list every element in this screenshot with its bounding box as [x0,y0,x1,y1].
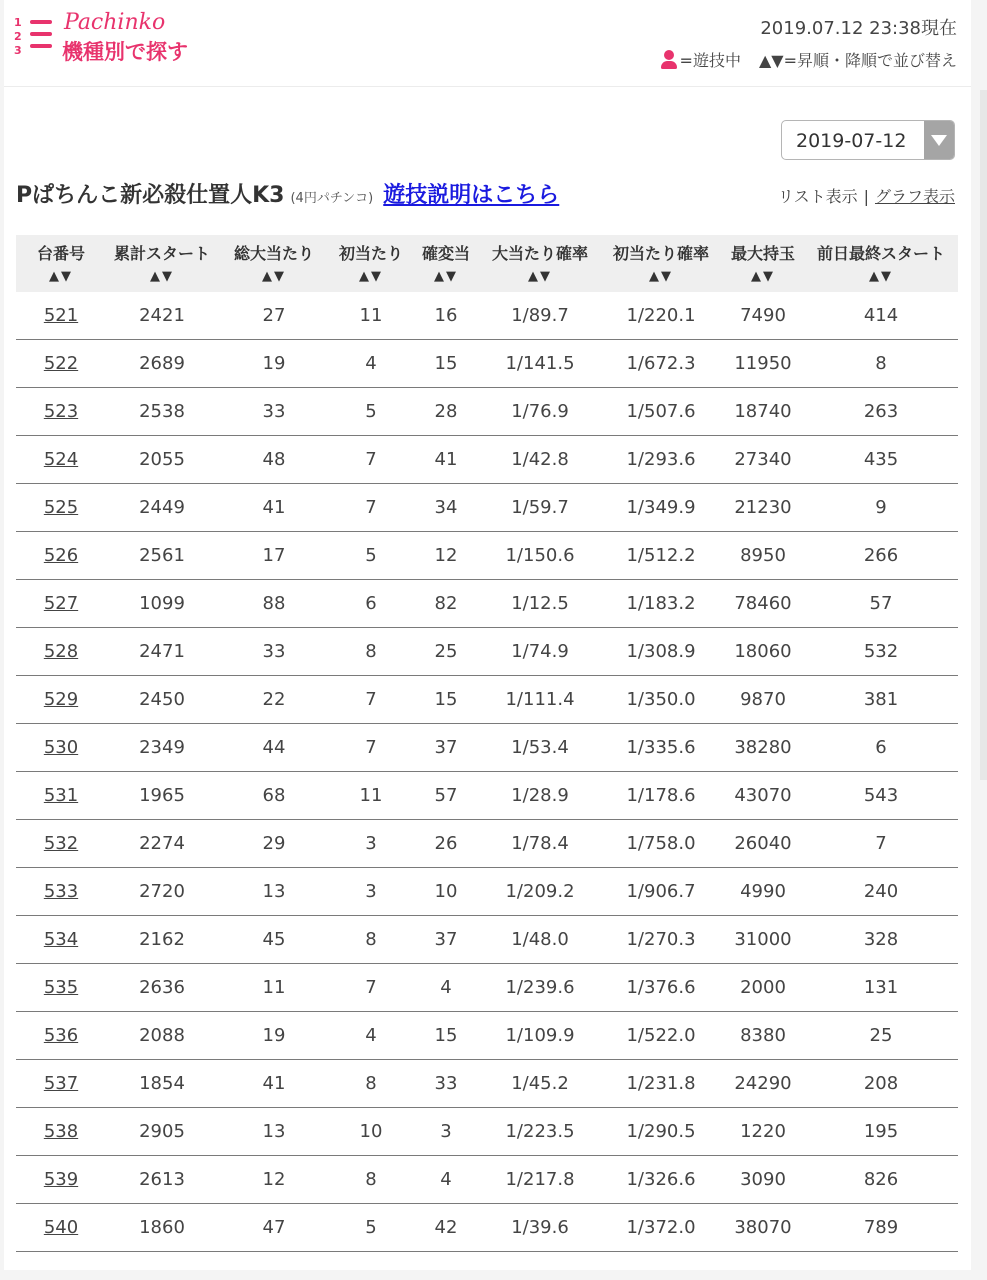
sort-toggle[interactable]: ▲▼ [480,264,600,292]
table-cell: 25 [804,1012,958,1060]
menu-numbers: 1 2 3 [14,16,22,57]
table-cell: 9870 [722,676,804,724]
table-row [16,292,958,340]
table-header-row [16,235,958,264]
updated-timestamp: 2019.07.12 23:38現在 [760,18,957,39]
legend [660,48,957,71]
machine-number-link[interactable]: 526 [16,532,106,580]
table-cell: 82 [412,580,480,628]
table-cell: 7 [330,676,412,724]
sort-toggle[interactable]: ▲▼ [804,264,958,292]
table-cell: 1/672.3 [600,340,722,388]
table-cell: 1/178.6 [600,772,722,820]
column-header: 累計スタート [106,235,218,264]
table-cell: 57 [412,772,480,820]
table-row [16,628,958,676]
table-row [16,388,958,436]
table-row [16,1012,958,1060]
table-cell: 57 [804,580,958,628]
table-cell: 37 [412,916,480,964]
column-header: 大当たり確率 [480,235,600,264]
table-cell: 2720 [106,868,218,916]
table-cell: 5 [330,532,412,580]
table-cell: 2449 [106,484,218,532]
table-cell: 7 [330,964,412,1012]
table-cell: 25 [412,628,480,676]
table-cell: 19 [218,340,330,388]
table-cell: 8950 [722,532,804,580]
table-cell: 2162 [106,916,218,964]
table-cell: 4 [330,340,412,388]
table-cell: 2905 [106,1108,218,1156]
table-cell: 7 [330,724,412,772]
table-cell: 1/231.8 [600,1060,722,1108]
table-cell: 1/293.6 [600,436,722,484]
table-cell: 826 [804,1156,958,1204]
table-cell: 13 [218,868,330,916]
table-cell: 1860 [106,1204,218,1252]
table-row [16,1204,958,1252]
table-cell: 4990 [722,868,804,916]
table-cell: 68 [218,772,330,820]
view-switcher [778,184,955,207]
table-cell: 3 [330,820,412,868]
table-row [16,1156,958,1204]
table-cell: 1099 [106,580,218,628]
table-row [16,676,958,724]
table-cell: 1/53.4 [480,724,600,772]
table-cell: 1/39.6 [480,1204,600,1252]
table-cell: 1/59.7 [480,484,600,532]
table-cell: 2349 [106,724,218,772]
table-cell: 41 [218,1060,330,1108]
machine-number-link[interactable]: 521 [16,292,106,340]
table-cell: 1/376.6 [600,964,722,1012]
machine-number-link[interactable]: 533 [16,868,106,916]
table-cell: 18740 [722,388,804,436]
table-cell: 1/239.6 [480,964,600,1012]
table-cell: 8 [330,916,412,964]
table-cell: 131 [804,964,958,1012]
table-row [16,868,958,916]
table-cell: 42 [412,1204,480,1252]
table-cell: 2274 [106,820,218,868]
column-header: 確変当 [412,235,480,264]
table-cell: 1/290.5 [600,1108,722,1156]
table-row [16,916,958,964]
table-cell: 1/372.0 [600,1204,722,1252]
table-cell: 5 [330,388,412,436]
sort-toggle[interactable]: ▲▼ [106,264,218,292]
table-cell: 1/758.0 [600,820,722,868]
table-cell: 1/150.6 [480,532,600,580]
table-cell: 1/109.9 [480,1012,600,1060]
table-cell: 1965 [106,772,218,820]
table-cell: 43070 [722,772,804,820]
sort-toggle[interactable]: ▲▼ [218,264,330,292]
table-cell: 328 [804,916,958,964]
chevron-down-icon[interactable] [924,121,954,159]
table-cell: 13 [218,1108,330,1156]
table-cell: 3 [412,1108,480,1156]
table-row [16,484,958,532]
table-cell: 2613 [106,1156,218,1204]
table-cell: 24290 [722,1060,804,1108]
table-cell: 1/522.0 [600,1012,722,1060]
table-row [16,964,958,1012]
side-scroll-edge [980,90,987,780]
table-cell: 1/209.2 [480,868,600,916]
column-header: 最大持玉 [722,235,804,264]
table-cell: 15 [412,676,480,724]
list-menu-icon[interactable] [30,20,52,56]
machine-number-link[interactable]: 531 [16,772,106,820]
machine-number-link[interactable]: 535 [16,964,106,1012]
table-cell: 414 [804,292,958,340]
table-cell: 266 [804,532,958,580]
table-cell: 1/28.9 [480,772,600,820]
table-cell: 22 [218,676,330,724]
table-cell: 31000 [722,916,804,964]
table-cell: 26040 [722,820,804,868]
table-cell: 240 [804,868,958,916]
brand-logo[interactable]: Pachinko [64,10,166,35]
machine-number-link[interactable]: 538 [16,1108,106,1156]
column-header: 台番号 [16,235,106,264]
sort-toggle[interactable]: ▲▼ [16,264,106,292]
machine-number-link[interactable]: 527 [16,580,106,628]
table-cell: 543 [804,772,958,820]
machine-number-link[interactable]: 529 [16,676,106,724]
table-cell: 10 [412,868,480,916]
table-cell: 21230 [722,484,804,532]
table-cell: 1/76.9 [480,388,600,436]
machine-number-link[interactable]: 522 [16,340,106,388]
table-cell: 2561 [106,532,218,580]
table-cell: 435 [804,436,958,484]
table-cell: 41 [412,436,480,484]
machine-number-link[interactable]: 524 [16,436,106,484]
table-cell: 41 [218,484,330,532]
table-cell: 1/48.0 [480,916,600,964]
table-cell: 1/350.0 [600,676,722,724]
machine-data-table [16,235,958,1252]
table-cell: 1/45.2 [480,1060,600,1108]
table-cell: 28 [412,388,480,436]
table-cell: 33 [412,1060,480,1108]
machine-number-link[interactable]: 532 [16,820,106,868]
machine-number-link[interactable]: 525 [16,484,106,532]
table-cell: 38280 [722,724,804,772]
table-cell: 1/89.7 [480,292,600,340]
table-cell: 4 [412,964,480,1012]
machine-type: (4円パチンコ) [290,191,374,206]
table-cell: 8 [804,340,958,388]
table-row [16,580,958,628]
table-cell: 18060 [722,628,804,676]
table-cell: 1/308.9 [600,628,722,676]
table-cell: 7 [804,820,958,868]
table-cell: 29 [218,820,330,868]
table-cell: 1/111.4 [480,676,600,724]
table-cell: 532 [804,628,958,676]
table-cell: 27340 [722,436,804,484]
table-cell: 1/512.2 [600,532,722,580]
table-cell: 381 [804,676,958,724]
table-cell: 1/183.2 [600,580,722,628]
table-cell: 15 [412,1012,480,1060]
machine-name: Pぱちんこ新必殺仕置人K3 [16,183,285,208]
table-cell: 34 [412,484,480,532]
category-title: 機種別で探す [62,40,188,64]
table-cell: 17 [218,532,330,580]
table-row [16,820,958,868]
table-cell: 26 [412,820,480,868]
table-cell: 12 [412,532,480,580]
machine-number-link[interactable]: 537 [16,1060,106,1108]
table-cell: 2636 [106,964,218,1012]
table-cell: 11 [218,964,330,1012]
table-cell: 33 [218,628,330,676]
table-cell: 7 [330,436,412,484]
table-row [16,532,958,580]
table-cell: 3 [330,868,412,916]
legend-playing: =遊技中 [679,51,741,70]
table-cell: 1854 [106,1060,218,1108]
help-link[interactable]: 遊技説明はこちら [383,183,560,208]
machine-number-link[interactable]: 539 [16,1156,106,1204]
column-header: 初当たり [330,235,412,264]
table-cell: 11950 [722,340,804,388]
table-cell: 48 [218,436,330,484]
table-cell: 3090 [722,1156,804,1204]
table-cell: 44 [218,724,330,772]
table-cell: 208 [804,1060,958,1108]
table-row [16,1108,958,1156]
table-cell: 45 [218,916,330,964]
view-separator: | [863,187,869,206]
graph-view-link[interactable]: グラフ表示 [874,187,955,206]
table-cell: 5 [330,1204,412,1252]
table-cell: 2538 [106,388,218,436]
table-cell: 1/326.6 [600,1156,722,1204]
table-cell: 2055 [106,436,218,484]
machine-number-link[interactable]: 523 [16,388,106,436]
column-header: 総大当たり [218,235,330,264]
table-cell: 19 [218,1012,330,1060]
table-cell: 2471 [106,628,218,676]
sort-toggle[interactable]: ▲▼ [330,264,412,292]
table-cell: 37 [412,724,480,772]
sort-toggle[interactable]: ▲▼ [600,264,722,292]
table-cell: 38070 [722,1204,804,1252]
sort-toggle[interactable]: ▲▼ [722,264,804,292]
table-cell: 15 [412,340,480,388]
machine-number-link[interactable]: 534 [16,916,106,964]
table-cell: 195 [804,1108,958,1156]
table-cell: 78460 [722,580,804,628]
table-cell: 8 [330,628,412,676]
table-cell: 2689 [106,340,218,388]
table-cell: 2421 [106,292,218,340]
page [4,0,971,1270]
table-cell: 11 [330,772,412,820]
table-cell: 1/507.6 [600,388,722,436]
table-body [16,292,958,1252]
table-cell: 6 [330,580,412,628]
table-cell: 11 [330,292,412,340]
machine-number-link[interactable]: 528 [16,628,106,676]
table-cell: 1/42.8 [480,436,600,484]
sort-row [16,264,958,292]
table-cell: 4 [412,1156,480,1204]
column-header: 初当たり確率 [600,235,722,264]
table-cell: 7490 [722,292,804,340]
table-cell: 1/335.6 [600,724,722,772]
table-cell: 2450 [106,676,218,724]
table-row [16,340,958,388]
table-cell: 8 [330,1060,412,1108]
machine-number-link[interactable]: 540 [16,1204,106,1252]
table-cell: 263 [804,388,958,436]
table-cell: 789 [804,1204,958,1252]
date-select[interactable] [781,120,955,160]
table-cell: 1/349.9 [600,484,722,532]
table-cell: 1/220.1 [600,292,722,340]
user-icon [660,50,678,70]
table-cell: 47 [218,1204,330,1252]
table-cell: 8 [330,1156,412,1204]
legend-sort: ▲▼=昇順・降順で並び替え [758,51,957,70]
machine-number-link[interactable]: 530 [16,724,106,772]
machine-number-link[interactable]: 536 [16,1012,106,1060]
table-cell: 2000 [722,964,804,1012]
table-cell: 2088 [106,1012,218,1060]
table-cell: 16 [412,292,480,340]
table-row [16,436,958,484]
table-cell: 1220 [722,1108,804,1156]
sort-toggle[interactable]: ▲▼ [412,264,480,292]
list-view-link[interactable]: リスト表示 [777,187,858,206]
table-cell: 1/12.5 [480,580,600,628]
table-row [16,724,958,772]
table-cell: 1/141.5 [480,340,600,388]
table-cell: 33 [218,388,330,436]
table-cell: 1/74.9 [480,628,600,676]
table-cell: 4 [330,1012,412,1060]
table-cell: 1/217.8 [480,1156,600,1204]
table-cell: 1/78.4 [480,820,600,868]
table-cell: 8380 [722,1012,804,1060]
table-cell: 88 [218,580,330,628]
table-cell: 1/270.3 [600,916,722,964]
table-cell: 6 [804,724,958,772]
table-cell: 10 [330,1108,412,1156]
table-cell: 9 [804,484,958,532]
table-cell: 1/223.5 [480,1108,600,1156]
table-cell: 27 [218,292,330,340]
table-cell: 1/906.7 [600,868,722,916]
machine-title [16,178,559,209]
site-header [4,0,971,87]
date-select-value: 2019-07-12 [796,130,907,152]
column-header: 前日最終スタート [804,235,958,264]
table-row [16,772,958,820]
table-cell: 12 [218,1156,330,1204]
table-row [16,1060,958,1108]
table-cell: 7 [330,484,412,532]
